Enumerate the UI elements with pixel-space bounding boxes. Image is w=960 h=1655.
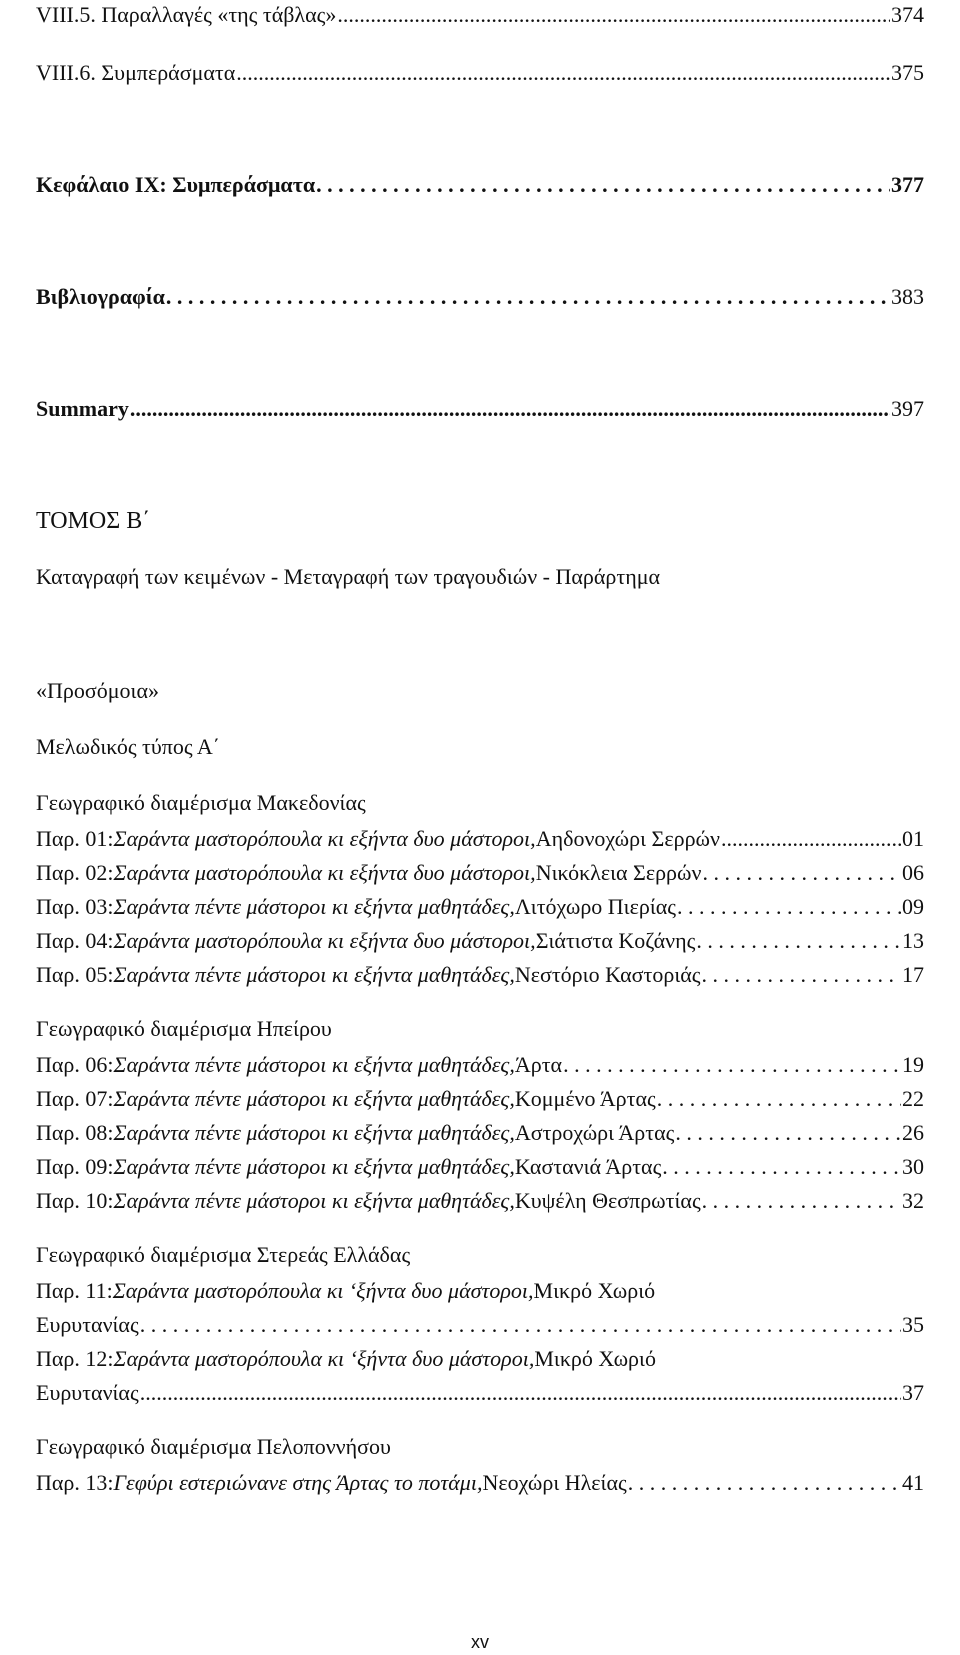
- entry-song: Σαράντα πέντε μάστοροι κι εξήντα μαθητάδες,: [113, 1120, 515, 1145]
- dot-leader: [236, 60, 890, 86]
- appendix-entry: [36, 1154, 924, 1180]
- entry-song: Σαράντα πέντε μάστοροι κι εξήντα μαθητάδες,: [113, 962, 515, 987]
- entry-place: Άρτα: [514, 1052, 563, 1077]
- toc-entry: [36, 2, 924, 28]
- toc-label: Βιβλιογραφία: [36, 284, 165, 309]
- entry-prefix: Παρ. 05:: [36, 962, 114, 987]
- volume-title: ΤΟΜΟΣ Β΄: [36, 508, 151, 534]
- entry-page-number: 06: [902, 860, 924, 885]
- entry-place: Σιάτιστα Κοζάνης: [535, 928, 696, 953]
- entry-page-number: 09: [902, 894, 924, 919]
- appendix-entry: [36, 894, 924, 920]
- toc-summary: [36, 396, 924, 422]
- region-heading: Γεωγραφικό διαμέρισμα Μακεδονίας: [36, 790, 366, 815]
- appendix-entry: [36, 962, 924, 988]
- entry-page-number: 22: [902, 1086, 924, 1111]
- appendix-entry: [36, 1086, 924, 1112]
- appendix-entry-continued: [36, 1312, 924, 1338]
- entry-place: Νεστόριο Καστοριάς: [514, 962, 701, 987]
- toc-page-number: 377: [891, 172, 924, 197]
- appendix-entry-continued: [36, 1380, 924, 1406]
- entry-prefix: Παρ. 11:: [36, 1278, 113, 1303]
- entry-prefix: Παρ. 01:: [36, 826, 114, 851]
- entry-prefix: Παρ. 07:: [36, 1086, 114, 1111]
- entry-page-number: 01: [902, 826, 924, 851]
- entry-prefix: Παρ. 08:: [36, 1120, 114, 1145]
- appendix-entry: [36, 1470, 924, 1496]
- volume-subtitle: Καταγραφή των κειμένων - Μεταγραφή των τραγουδιών - Παράρτημα: [36, 564, 661, 589]
- dot-leader: [702, 962, 901, 988]
- entry-prefix: Παρ. 06:: [36, 1052, 114, 1077]
- region-heading: Γεωγραφικό διαμέρισμα Πελοποννήσου: [36, 1434, 391, 1459]
- toc-label: VIII.6. Συμπεράσματα: [36, 60, 236, 85]
- entry-song: Σαράντα πέντε μάστοροι κι εξήντα μαθητάδες,: [113, 894, 515, 919]
- dot-leader: [657, 1086, 901, 1112]
- melodic-type-heading: Μελωδικός τύπος Α΄: [36, 734, 221, 759]
- entry-place-continued: Ευρυτανίας: [36, 1380, 139, 1405]
- dot-leader: [166, 284, 890, 310]
- entry-song: Σαράντα μαστορόπουλα κι ‘ξήντα δυο μάστοροι,: [112, 1278, 534, 1303]
- entry-prefix: Παρ. 09:: [36, 1154, 114, 1179]
- entry-page-number: 19: [902, 1052, 924, 1077]
- entry-place: Νικόκλεια Σερρών: [535, 860, 702, 885]
- entry-song: Σαράντα πέντε μάστοροι κι εξήντα μαθητάδες,: [113, 1188, 515, 1213]
- entry-song: Σαράντα πέντε μάστοροι κι εξήντα μαθητάδες,: [113, 1052, 515, 1077]
- entry-place: Λιτόχωρο Πιερίας: [514, 894, 676, 919]
- dot-leader: [140, 1380, 901, 1406]
- toc-chapter-ix: [36, 172, 924, 198]
- entry-page-number: 41: [902, 1470, 924, 1495]
- dot-leader: [130, 396, 890, 422]
- entry-place-continued: Ευρυτανίας: [36, 1312, 139, 1337]
- entry-page-number: 17: [902, 962, 924, 987]
- dot-leader: [721, 826, 901, 852]
- entry-prefix: Παρ. 02:: [36, 860, 114, 885]
- entry-page-number: 13: [902, 928, 924, 953]
- toc-entry: [36, 60, 924, 86]
- entry-place: Μικρό Χωριό: [534, 1346, 656, 1371]
- entry-place: Αηδονοχώρι Σερρών: [535, 826, 720, 851]
- entry-page-number: 37: [902, 1380, 924, 1405]
- entry-prefix: Παρ. 03:: [36, 894, 114, 919]
- prosomoia-heading: «Προσόμοια»: [36, 678, 159, 703]
- toc-label: Summary: [36, 396, 129, 421]
- entry-place: Μικρό Χωριό: [533, 1278, 656, 1303]
- toc-page-number: 397: [891, 396, 924, 421]
- entry-prefix: Παρ. 10:: [36, 1188, 114, 1213]
- toc-bibliography: [36, 284, 924, 310]
- dot-leader: [316, 172, 890, 198]
- entry-place: Νεοχώρι Ηλείας: [482, 1470, 627, 1495]
- toc-label: Κεφάλαιο ΙΧ: Συμπεράσματα: [36, 172, 316, 197]
- dot-leader: [563, 1052, 901, 1078]
- appendix-entry: [36, 860, 924, 886]
- entry-page-number: 35: [902, 1312, 924, 1337]
- entry-place: Κυψέλη Θεσπρωτίας: [514, 1188, 701, 1213]
- dot-leader: [677, 894, 901, 920]
- entry-song: Σαράντα μαστορόπουλα κι εξήντα δυο μάστοροι,: [113, 860, 536, 885]
- dot-leader: [702, 1188, 901, 1214]
- entry-song: Σαράντα μαστορόπουλα κι ‘ξήντα δυο μάστοροι,: [113, 1346, 535, 1371]
- region-heading: Γεωγραφικό διαμέρισμα Ηπείρου: [36, 1016, 332, 1041]
- dot-leader: [140, 1312, 901, 1338]
- toc-page-number: 383: [891, 284, 924, 309]
- entry-page-number: 26: [902, 1120, 924, 1145]
- toc-label: VIII.5. Παραλλαγές «της τάβλας»: [36, 2, 337, 27]
- toc-page-number: 374: [891, 2, 924, 27]
- toc-page-number: 375: [891, 60, 924, 85]
- dot-leader: [662, 1154, 901, 1180]
- dot-leader: [702, 860, 901, 886]
- entry-song: Σαράντα πέντε μάστοροι κι εξήντα μαθητάδες,: [113, 1154, 515, 1179]
- appendix-entry: [36, 928, 924, 954]
- appendix-entry: [36, 1052, 924, 1078]
- footer-page-number: xv: [471, 1632, 489, 1652]
- dot-leader: [337, 2, 890, 28]
- entry-song: Σαράντα μαστορόπουλα κι εξήντα δυο μάστοροι,: [113, 826, 536, 851]
- appendix-entry: [36, 826, 924, 852]
- appendix-entry: [36, 1346, 924, 1372]
- entry-song: Σαράντα πέντε μάστοροι κι εξήντα μαθητάδες,: [113, 1086, 515, 1111]
- entry-song: Γεφύρι εστεριώνανε στης Άρτας το ποτάμι,: [113, 1470, 483, 1495]
- entry-song: Σαράντα μαστορόπουλα κι εξήντα δυο μάστοροι,: [113, 928, 536, 953]
- entry-prefix: Παρ. 13:: [36, 1470, 114, 1495]
- appendix-entry: [36, 1278, 924, 1304]
- entry-place: Αστροχώρι Άρτας: [514, 1120, 675, 1145]
- entry-place: Κομμένο Άρτας: [514, 1086, 656, 1111]
- dot-leader: [675, 1120, 901, 1146]
- entry-page-number: 30: [902, 1154, 924, 1179]
- entry-prefix: Παρ. 04:: [36, 928, 114, 953]
- entry-place: Καστανιά Άρτας: [514, 1154, 662, 1179]
- entry-page-number: 32: [902, 1188, 924, 1213]
- region-heading: Γεωγραφικό διαμέρισμα Στερεάς Ελλάδας: [36, 1242, 411, 1267]
- entry-prefix: Παρ. 12:: [36, 1346, 114, 1371]
- appendix-entry: [36, 1188, 924, 1214]
- dot-leader: [696, 928, 901, 954]
- appendix-entry: [36, 1120, 924, 1146]
- dot-leader: [628, 1470, 901, 1496]
